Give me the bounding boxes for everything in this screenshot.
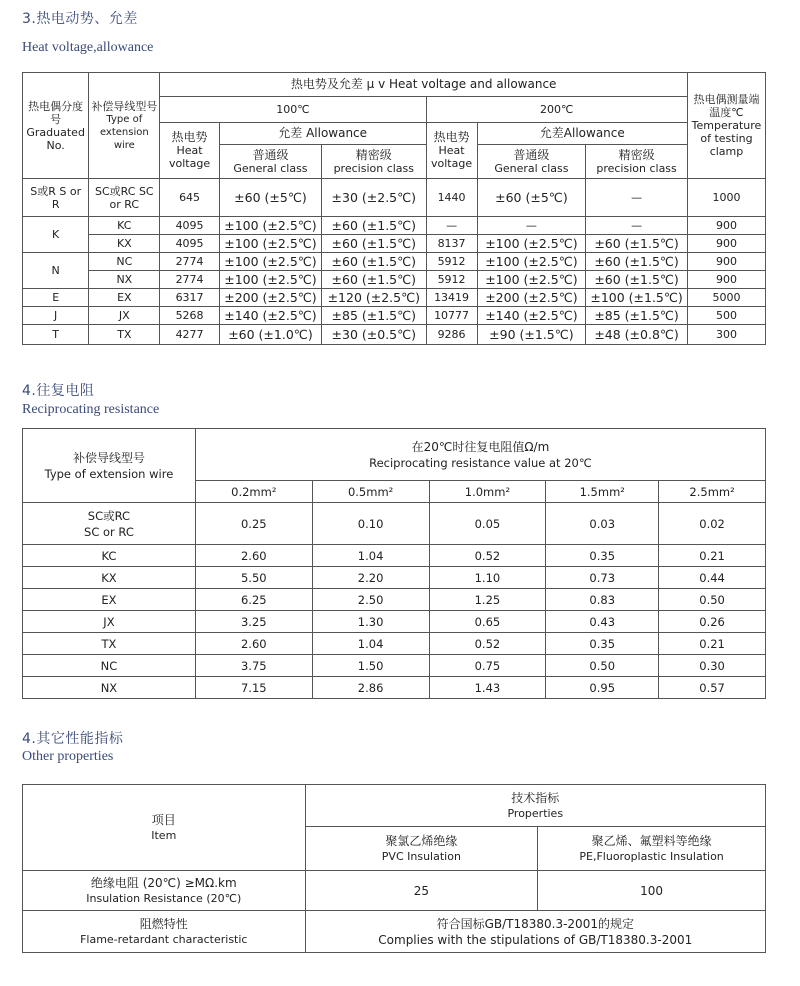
value-cell: 1.10 bbox=[429, 567, 546, 589]
allowance-header-100: 允差 Allowance bbox=[219, 123, 426, 145]
ext-cell: NC bbox=[89, 253, 160, 271]
pre200-cell: ±60 (±1.5℃) bbox=[586, 235, 688, 253]
hv200-cell: — bbox=[426, 217, 477, 235]
table-row bbox=[23, 611, 766, 633]
gen200-cell: — bbox=[477, 217, 586, 235]
hv100-cell: 2774 bbox=[160, 271, 220, 289]
heat-voltage-header-200 bbox=[426, 123, 477, 179]
precision-class-200 bbox=[586, 145, 688, 179]
hv100-cell: 645 bbox=[160, 179, 220, 217]
ext-en: Type of extension wire bbox=[99, 113, 149, 151]
value-cell: 1.30 bbox=[312, 611, 429, 633]
pe-value-cell: 100 bbox=[538, 871, 766, 911]
table-row bbox=[23, 567, 766, 589]
size-header: 2.5mm² bbox=[659, 481, 766, 503]
graduated-cell: T bbox=[23, 325, 89, 345]
type-cell: JX bbox=[23, 611, 196, 633]
value-cell: 5.50 bbox=[195, 567, 312, 589]
gen200-cell: ±100 (±2.5℃) bbox=[477, 271, 586, 289]
type-cell: KX bbox=[23, 567, 196, 589]
gen100-cell: ±200 (±2.5℃) bbox=[219, 289, 321, 307]
flame-en: Flame-retardant characteristic bbox=[80, 932, 248, 946]
value-cell: 0.21 bbox=[659, 545, 766, 567]
gen200-cell: ±90 (±1.5℃) bbox=[477, 325, 586, 345]
general-en-100: General class bbox=[233, 161, 308, 175]
hv200-cell: 8137 bbox=[426, 235, 477, 253]
table-row bbox=[23, 911, 766, 953]
other-properties-table bbox=[22, 784, 766, 953]
pe-cn: 聚乙烯、氟塑料等绝缘 bbox=[591, 833, 712, 848]
resistance-table bbox=[22, 428, 766, 699]
pvc-header bbox=[305, 827, 538, 871]
type-cn: 补偿导线型号 bbox=[72, 450, 145, 465]
temperature-header bbox=[687, 73, 765, 179]
hv100-cell: 4095 bbox=[160, 235, 220, 253]
general-en-200: General class bbox=[494, 161, 569, 175]
precision-en-100: precision class bbox=[333, 161, 415, 175]
temp-cell: 900 bbox=[687, 253, 765, 271]
insulation-en: Insulation Resistance (20℃) bbox=[86, 891, 242, 905]
table-row bbox=[23, 307, 766, 325]
value-cell: 7.15 bbox=[195, 677, 312, 699]
gen200-cell: ±100 (±2.5℃) bbox=[477, 253, 586, 271]
temp-cell: 900 bbox=[687, 217, 765, 235]
table-row bbox=[23, 289, 766, 307]
gen100-cell: ±60 (±5℃) bbox=[219, 179, 321, 217]
properties-header bbox=[305, 785, 765, 827]
gen100-cell: ±100 (±2.5℃) bbox=[219, 253, 321, 271]
graduated-cell: E bbox=[23, 289, 89, 307]
gen100-cell: ±60 (±1.0℃) bbox=[219, 325, 321, 345]
allowance-header-200: 允差Allowance bbox=[477, 123, 687, 145]
value-cell: 1.25 bbox=[429, 589, 546, 611]
value-cell: 2.50 bbox=[312, 589, 429, 611]
insulation-resistance-cell bbox=[23, 871, 306, 911]
type-cell: SC或RC SC or RC bbox=[23, 503, 196, 545]
ext-cn: 补偿导线型号 bbox=[91, 99, 158, 113]
flame-value-en: Complies with the stipulations of GB/T18380.3-2001 bbox=[378, 932, 693, 947]
item-header bbox=[23, 785, 306, 871]
table-row bbox=[23, 655, 766, 677]
type-cell: EX bbox=[23, 589, 196, 611]
heat-voltage-header-100 bbox=[160, 123, 220, 179]
value-cell: 0.35 bbox=[546, 545, 659, 567]
general-class-200 bbox=[477, 145, 586, 179]
ext-cell: KX bbox=[89, 235, 160, 253]
graduated-cell: S或R S or R bbox=[23, 179, 89, 217]
value-cell: 0.50 bbox=[546, 655, 659, 677]
value-cell: 0.35 bbox=[546, 633, 659, 655]
gen200-cell: ±140 (±2.5℃) bbox=[477, 307, 586, 325]
gen100-cell: ±140 (±2.5℃) bbox=[219, 307, 321, 325]
value-cell: 0.75 bbox=[429, 655, 546, 677]
type-header bbox=[23, 429, 196, 503]
value-cell: 2.86 bbox=[312, 677, 429, 699]
value-cell: 6.25 bbox=[195, 589, 312, 611]
pre100-cell: ±30 (±2.5℃) bbox=[322, 179, 426, 217]
value-cell: 0.10 bbox=[312, 503, 429, 545]
value-cell: 0.57 bbox=[659, 677, 766, 699]
value-cell: 3.75 bbox=[195, 655, 312, 677]
value-cell: 0.83 bbox=[546, 589, 659, 611]
precision-en-200: precision class bbox=[596, 161, 677, 175]
value-cell: 0.26 bbox=[659, 611, 766, 633]
flame-value-cn: 符合国标GB/T18380.3-2001的规定 bbox=[436, 916, 634, 931]
extension-wire-header bbox=[89, 73, 160, 179]
size-header: 1.5mm² bbox=[546, 481, 659, 503]
section-4-subtitle: Reciprocating resistance bbox=[22, 402, 160, 417]
pvc-value-cell: 25 bbox=[305, 871, 538, 911]
temp-cell: 900 bbox=[687, 271, 765, 289]
table-row bbox=[23, 253, 766, 271]
value-cell: 2.60 bbox=[195, 633, 312, 655]
props-en: Properties bbox=[507, 806, 564, 820]
pre200-cell: ±48 (±0.8℃) bbox=[586, 325, 688, 345]
flame-retardant-cell bbox=[23, 911, 306, 953]
pre200-cell: ±60 (±1.5℃) bbox=[586, 253, 688, 271]
ext-cell: KC bbox=[89, 217, 160, 235]
pre100-cell: ±30 (±0.5℃) bbox=[322, 325, 426, 345]
heat-voltage-table bbox=[22, 72, 766, 345]
pre100-cell: ±60 (±1.5℃) bbox=[322, 271, 426, 289]
temp-cell: 1000 bbox=[687, 179, 765, 217]
insulation-cn: 绝缘电阻 (20℃) ≥MΩ.km bbox=[90, 875, 237, 890]
value-cell: 0.44 bbox=[659, 567, 766, 589]
precision-class-100 bbox=[322, 145, 426, 179]
section-3-title: 3.热电动势、允差 bbox=[22, 11, 138, 27]
pre200-cell: ±85 (±1.5℃) bbox=[586, 307, 688, 325]
value-cell: 0.65 bbox=[429, 611, 546, 633]
resistance-en: Reciprocating resistance value at 20℃ bbox=[369, 455, 592, 470]
value-cell: 0.50 bbox=[659, 589, 766, 611]
size-header: 1.0mm² bbox=[429, 481, 546, 503]
header-100c: 100℃ bbox=[160, 97, 426, 123]
section-4-title: 4.往复电阻 bbox=[22, 383, 95, 399]
value-cell: 0.25 bbox=[195, 503, 312, 545]
heat-cn-100: 热电势 bbox=[171, 130, 208, 144]
hv100-cell: 2774 bbox=[160, 253, 220, 271]
gen100-cell: ±100 (±2.5℃) bbox=[219, 235, 321, 253]
hv200-cell: 9286 bbox=[426, 325, 477, 345]
graduated-en: Graduated No. bbox=[26, 125, 85, 152]
pre200-cell: ±100 (±1.5℃) bbox=[586, 289, 688, 307]
pre100-cell: ±60 (±1.5℃) bbox=[322, 217, 426, 235]
gen200-cell: ±100 (±2.5℃) bbox=[477, 235, 586, 253]
gen200-cell: ±200 (±2.5℃) bbox=[477, 289, 586, 307]
hv200-cell: 1440 bbox=[426, 179, 477, 217]
props-cn: 技术指标 bbox=[511, 790, 560, 805]
hv200-cell: 13419 bbox=[426, 289, 477, 307]
value-cell: 1.43 bbox=[429, 677, 546, 699]
flame-value-cell bbox=[305, 911, 765, 953]
table-row bbox=[23, 503, 766, 545]
hv200-cell: 5912 bbox=[426, 253, 477, 271]
header-200c: 200℃ bbox=[426, 97, 687, 123]
heat-voltage-main-header: 热电势及允差 μ v Heat voltage and allowance bbox=[160, 73, 688, 97]
graduated-cn: 热电偶分度号 bbox=[28, 99, 84, 126]
ext-cell: SC或RC SC or RC bbox=[89, 179, 160, 217]
table-row bbox=[23, 633, 766, 655]
type-cell: NC bbox=[23, 655, 196, 677]
graduated-no-header bbox=[23, 73, 89, 179]
section-other-title: 4.其它性能指标 bbox=[22, 731, 124, 747]
general-cn-200: 普通级 bbox=[513, 147, 550, 162]
table-row bbox=[23, 677, 766, 699]
graduated-cell: K bbox=[23, 217, 89, 253]
resistance-main-header bbox=[195, 429, 765, 481]
gen100-cell: ±100 (±2.5℃) bbox=[219, 217, 321, 235]
precision-cn-200: 精密级 bbox=[618, 147, 655, 162]
pe-en: PE,Fluoroplastic Insulation bbox=[579, 849, 724, 863]
value-cell: 0.73 bbox=[546, 567, 659, 589]
type-cell: TX bbox=[23, 633, 196, 655]
flame-cn: 阻燃特性 bbox=[139, 916, 188, 931]
temp-cell: 900 bbox=[687, 235, 765, 253]
size-header: 0.2mm² bbox=[195, 481, 312, 503]
value-cell: 1.50 bbox=[312, 655, 429, 677]
value-cell: 1.04 bbox=[312, 633, 429, 655]
type-cell: KC bbox=[23, 545, 196, 567]
type-en: Type of extension wire bbox=[44, 466, 174, 481]
value-cell: 0.95 bbox=[546, 677, 659, 699]
hv200-cell: 10777 bbox=[426, 307, 477, 325]
size-header: 0.5mm² bbox=[312, 481, 429, 503]
resistance-cn: 在20℃时往复电阻值Ω/m bbox=[411, 439, 550, 454]
gen200-cell: ±60 (±5℃) bbox=[477, 179, 586, 217]
heat-en-100: Heat voltage bbox=[169, 144, 211, 170]
temp-cell: 5000 bbox=[687, 289, 765, 307]
pre200-cell: ±60 (±1.5℃) bbox=[586, 271, 688, 289]
value-cell: 0.52 bbox=[429, 633, 546, 655]
section-other-subtitle: Other properties bbox=[22, 749, 114, 764]
table-row bbox=[23, 217, 766, 235]
pre100-cell: ±85 (±1.5℃) bbox=[322, 307, 426, 325]
item-en: Item bbox=[151, 828, 177, 842]
type-cell: NX bbox=[23, 677, 196, 699]
value-cell: 0.52 bbox=[429, 545, 546, 567]
value-cell: 0.21 bbox=[659, 633, 766, 655]
heat-en-200: Heat voltage bbox=[431, 144, 473, 170]
value-cell: 0.02 bbox=[659, 503, 766, 545]
table-row bbox=[23, 271, 766, 289]
value-cell: 2.60 bbox=[195, 545, 312, 567]
temp-cn: 热电偶测量端温度℃ bbox=[693, 93, 760, 119]
ext-cell: NX bbox=[89, 271, 160, 289]
hv200-cell: 5912 bbox=[426, 271, 477, 289]
table-row bbox=[23, 325, 766, 345]
value-cell: 0.43 bbox=[546, 611, 659, 633]
pre200-cell: — bbox=[586, 179, 688, 217]
hv100-cell: 4277 bbox=[160, 325, 220, 345]
pre200-cell: — bbox=[586, 217, 688, 235]
heat-cn-200: 热电势 bbox=[433, 130, 470, 144]
hv100-cell: 4095 bbox=[160, 217, 220, 235]
pre100-cell: ±60 (±1.5℃) bbox=[322, 235, 426, 253]
value-cell: 2.20 bbox=[312, 567, 429, 589]
value-cell: 3.25 bbox=[195, 611, 312, 633]
gen100-cell: ±100 (±2.5℃) bbox=[219, 271, 321, 289]
table-row bbox=[23, 179, 766, 217]
graduated-cell: N bbox=[23, 253, 89, 289]
temp-en: Temperature of testing clamp bbox=[691, 119, 762, 158]
pre100-cell: ±120 (±2.5℃) bbox=[322, 289, 426, 307]
general-cn-100: 普通级 bbox=[252, 147, 289, 162]
ext-cell: JX bbox=[89, 307, 160, 325]
graduated-cell: J bbox=[23, 307, 89, 325]
value-cell: 0.03 bbox=[546, 503, 659, 545]
value-cell: 0.05 bbox=[429, 503, 546, 545]
precision-cn-100: 精密级 bbox=[355, 147, 392, 162]
ext-cell: TX bbox=[89, 325, 160, 345]
pe-header bbox=[538, 827, 766, 871]
table-row bbox=[23, 235, 766, 253]
item-cn: 项目 bbox=[151, 812, 176, 827]
pvc-en: PVC Insulation bbox=[381, 849, 461, 863]
pre100-cell: ±60 (±1.5℃) bbox=[322, 253, 426, 271]
hv100-cell: 6317 bbox=[160, 289, 220, 307]
value-cell: 0.30 bbox=[659, 655, 766, 677]
temp-cell: 500 bbox=[687, 307, 765, 325]
temp-cell: 300 bbox=[687, 325, 765, 345]
table-row bbox=[23, 871, 766, 911]
general-class-100 bbox=[219, 145, 321, 179]
table-row bbox=[23, 589, 766, 611]
value-cell: 1.04 bbox=[312, 545, 429, 567]
table-row bbox=[23, 545, 766, 567]
section-3-subtitle: Heat voltage,allowance bbox=[22, 40, 154, 55]
pvc-cn: 聚氯乙烯绝缘 bbox=[385, 833, 458, 848]
ext-cell: EX bbox=[89, 289, 160, 307]
hv100-cell: 5268 bbox=[160, 307, 220, 325]
